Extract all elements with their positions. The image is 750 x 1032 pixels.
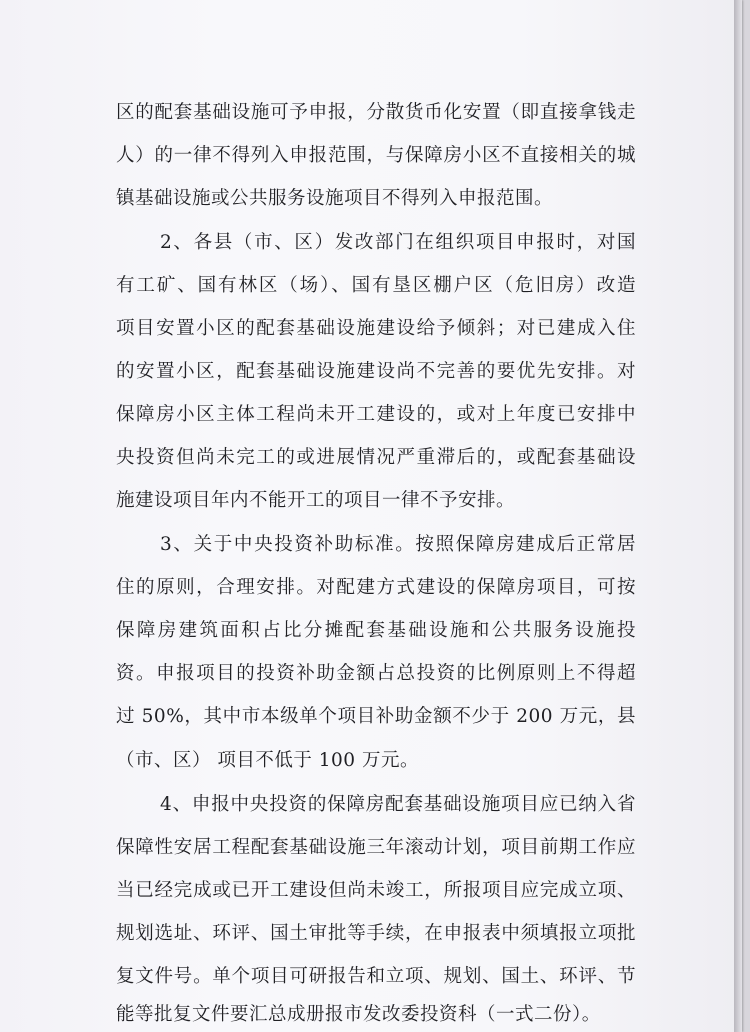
text-line: 过 50%，其中市本级单个项目补助金额不少于 200 万元，县 xyxy=(116,706,636,727)
text-line: 住的原则，合理安排。对配建方式建设的保障房项目，可按 xyxy=(116,577,636,598)
text-line: 人）的一律不得列入申报范围，与保障房小区不直接相关的城 xyxy=(116,145,636,166)
text-line: 4、申报中央投资的保障房配套基础设施项目应已纳入省 xyxy=(160,794,636,815)
text-line: 复文件号。单个项目可研报告和立项、规划、国土、环评、节 xyxy=(116,966,636,987)
text-line: 资。申报项目的投资补助金额占总投资的比例原则上不得超 xyxy=(116,663,636,684)
text-line: 3、关于中央投资补助标准。按照保障房建成后正常居 xyxy=(160,534,636,555)
text-line: 央投资但尚未完工的或进展情况严重滞后的，或配套基础设 xyxy=(116,447,636,468)
text-line: 2、各县（市、区）发改部门在组织项目申报时，对国 xyxy=(160,232,636,253)
text-line: （市、区） 项目不低于 100 万元。 xyxy=(116,750,419,771)
text-line: 能等批复文件要汇总成册报市发改委投资科（一式二份）。 xyxy=(116,1004,601,1025)
text-line: 施建设项目年内不能开工的项目一律不予安排。 xyxy=(116,490,516,511)
text-line: 有工矿、国有林区（场）、国有垦区棚户区（危旧房）改造 xyxy=(116,275,636,296)
text-line: 保障性安居工程配套基础设施三年滚动计划，项目前期工作应 xyxy=(116,837,636,858)
text-line: 保障房小区主体工程尚未开工建设的，或对上年度已安排中 xyxy=(116,404,636,425)
text-line: 项目安置小区的配套基础设施建设给予倾斜；对已建成入住 xyxy=(116,318,636,339)
text-line: 区的配套基础设施可予申报，分散货币化安置（即直接拿钱走 xyxy=(116,102,636,123)
text-line: 镇基础设施或公共服务设施项目不得列入申报范围。 xyxy=(116,188,554,209)
text-line: 保障房建筑面积占比分摊配套基础设施和公共服务设施投 xyxy=(116,620,636,641)
text-line: 当已经完成或已开工建设但尚未竣工，所报项目应完成立项、 xyxy=(116,880,636,901)
text-line: 的安置小区，配套基础设施建设尚不完善的要优先安排。对 xyxy=(116,361,636,382)
text-line: 规划选址、环评、国土审批等手续，在申报表中须填报立项批 xyxy=(116,923,636,944)
